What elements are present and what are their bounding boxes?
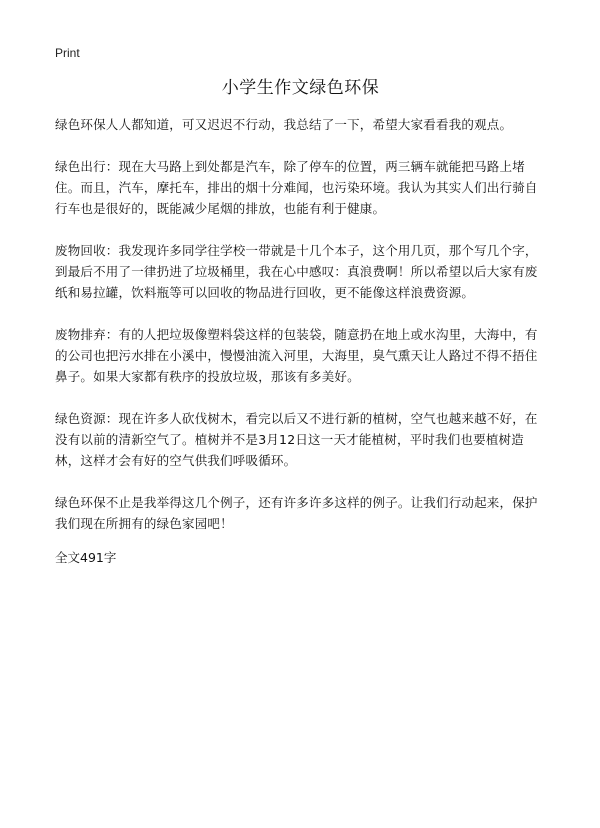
green-resources-paragraph: 绿色资源：现在许多人砍伐树木，看完以后又不进行新的植树，空气也越来越不好，在没有以前的清新空气了。植树并不是3月12日这一天才能植树，平时我们也要植树造林，这样才会有好的空气供我们呼吸循环。	[55, 411, 538, 468]
conclusion-paragraph: 绿色环保不止是我举得这几个例子，还有许多许多这样的例子。让我们行动起来，保护我们现在所拥有的绿色家园吧！	[55, 495, 538, 531]
intro-paragraph: 绿色环保人人都知道，可又迟迟不行动，我总结了一下，希望大家看看我的观点。	[55, 117, 513, 132]
word-count: 全文491字	[55, 550, 117, 565]
waste-recycling-paragraph: 废物回收：我发现许多同学往学校一带就是十几个本子，这个用几页，那个写几个字，到最后不用了一律扔进了垃圾桶里，我在心中感叹：真浪费啊！所以希望以后大家有废纸和易拉罐，饮料瓶等可以回收的物品进行回收，更不能像这样浪费资源。	[55, 243, 538, 300]
article-title: 小学生作文绿色环保	[221, 78, 380, 98]
green-travel-paragraph: 绿色出行：现在大马路上到处都是汽车，除了停车的位置，两三辆车就能把马路上堵住。而且，汽车，摩托车，排出的烟十分难闻，也污染环境。我认为其实人们出行骑自行车也是很好的，既能减少尾烟的排放，也能有利于健康。	[55, 159, 538, 216]
print-link[interactable]: Print	[55, 46, 80, 60]
waste-disposal-paragraph: 废物排弃：有的人把垃圾像塑料袋这样的包装袋，随意扔在地上或水沟里，大海中，有的公司也把污水排在小溪中，慢慢油流入河里，大海里，臭气熏天让人路过不得不捂住鼻子。如果大家都有秩序的投放垃圾，那该有多美好。	[55, 327, 538, 384]
